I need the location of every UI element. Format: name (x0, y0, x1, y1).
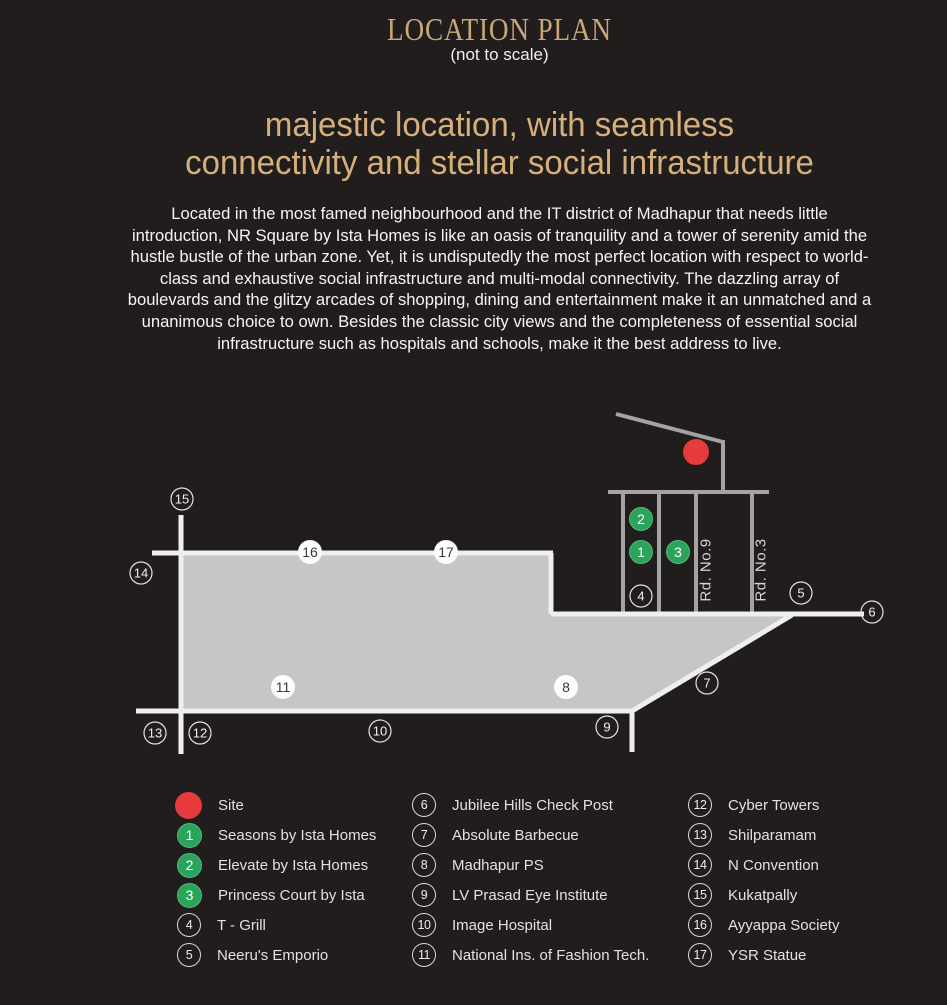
headline-line-2: connectivity and stellar social infrastructure (185, 144, 814, 182)
intro-line: infrastructure such as hospitals and schools, make it the best address to live. (217, 333, 782, 353)
site-legend-icon (175, 792, 202, 819)
intro-line: class and exhaustive social infrastructure and multi-modal connectivity. The dazzling array of (159, 268, 840, 288)
intro-line: hustle bustle of the urban zone. Yet, it is undisputedly the most perfect location with respect to world- (130, 247, 869, 267)
legend-label: Image Hospital (452, 916, 553, 934)
map-marker-8 (554, 675, 578, 699)
map-marker-1 (630, 541, 653, 564)
legend-label: LV Prasad Eye Institute (452, 886, 608, 904)
map-marker-16 (298, 540, 322, 564)
map-marker-15: 15 (174, 491, 190, 507)
legend-item (412, 880, 649, 910)
legend-label: N Convention (728, 856, 819, 874)
legend-item (177, 850, 376, 880)
numbered-marker-icon: 12 (688, 793, 712, 817)
numbered-marker-icon: 16 (688, 913, 712, 937)
legend-item (688, 850, 839, 880)
intro-paragraph (26, 203, 947, 354)
map-marker-3 (667, 541, 690, 564)
legend-item (412, 940, 649, 970)
page-title: LOCATION PLAN (387, 11, 612, 47)
legend-item (688, 880, 839, 910)
svg-text:8: 8 (562, 679, 570, 695)
map-marker-5: 5 (797, 585, 805, 601)
legend-item-site (177, 790, 376, 820)
svg-text:2: 2 (637, 511, 645, 527)
legend-label: Princess Court by Ista (218, 886, 365, 904)
svg-text:17: 17 (438, 544, 454, 560)
numbered-marker-icon: 6 (412, 793, 436, 817)
legend-item (177, 910, 376, 940)
legend-column-1 (177, 790, 376, 970)
road-label-rd-no9: Rd. No.9 (697, 538, 715, 602)
page-subtitle: (not to scale) (450, 45, 549, 64)
legend-column-3 (688, 790, 839, 970)
road-label-rd-no3: Rd. No.3 (752, 538, 770, 602)
map-marker-13: 13 (147, 725, 163, 741)
svg-text:16: 16 (302, 544, 318, 560)
numbered-marker-icon: 14 (688, 853, 712, 877)
legend-label: YSR Statue (728, 946, 807, 964)
legend-item (688, 790, 839, 820)
numbered-marker-icon: 17 (688, 943, 712, 967)
map-marker-14: 14 (133, 565, 149, 581)
legend-label: Site (218, 796, 244, 814)
legend-item (688, 910, 839, 940)
svg-text:11: 11 (275, 679, 291, 695)
legend-item (177, 880, 376, 910)
legend-item (688, 940, 839, 970)
legend-label: Cyber Towers (728, 796, 820, 814)
legend-column-2 (412, 790, 649, 970)
numbered-marker-icon: 15 (688, 883, 712, 907)
numbered-marker-icon: 10 (412, 913, 436, 937)
legend-item (177, 940, 376, 970)
legend-label: Seasons by Ista Homes (218, 826, 377, 844)
headline-line-1: majestic location, with seamless (264, 106, 735, 144)
map-marker-12: 12 (192, 725, 208, 741)
intro-line: boulevards and the glitzy arcades of shopping, dining and entertainment make it an unmatched and a (127, 290, 872, 310)
legend-item (412, 820, 649, 850)
map-marker-4: 4 (637, 588, 645, 604)
map-marker-17 (434, 540, 458, 564)
numbered-marker-icon: 11 (412, 943, 436, 967)
map-marker-2 (630, 508, 653, 531)
legend-label: Shilparamam (728, 826, 817, 844)
legend-label: Madhapur PS (452, 856, 544, 874)
headline (40, 106, 947, 182)
legend-item (688, 820, 839, 850)
numbered-marker-icon: 13 (688, 823, 712, 847)
svg-text:1: 1 (637, 544, 645, 560)
green-marker-icon: 1 (177, 823, 202, 848)
legend-label: Kukatpally (728, 886, 798, 904)
numbered-marker-icon: 8 (412, 853, 436, 877)
legend-label: Elevate by Ista Homes (218, 856, 369, 874)
legend-item (412, 910, 649, 940)
legend-label: Neeru's Emporio (217, 946, 329, 964)
map-marker-11 (271, 675, 295, 699)
green-marker-icon: 2 (177, 853, 202, 878)
map-marker-7: 7 (703, 675, 711, 691)
legend-label: National Ins. of Fashion Tech. (452, 946, 650, 964)
location-map (0, 395, 947, 785)
legend-item (412, 850, 649, 880)
intro-line: Located in the most famed neighbourhood and the IT district of Madhapur that needs little (171, 204, 828, 223)
legend-item (177, 820, 376, 850)
legend-label: T - Grill (217, 916, 266, 934)
intro-line: unanimous choice to own. Besides the classic city views and the completeness of essential social (141, 311, 858, 331)
numbered-marker-icon: 5 (177, 943, 201, 967)
numbered-marker-icon: 4 (177, 913, 201, 937)
svg-text:3: 3 (674, 544, 682, 560)
numbered-marker-icon: 7 (412, 823, 436, 847)
site-marker (683, 439, 709, 465)
road-diagonal-top (616, 414, 723, 442)
legend-label: Absolute Barbecue (452, 826, 579, 844)
legend-label: Jubilee Hills Check Post (452, 796, 613, 814)
map-marker-9: 9 (603, 719, 611, 735)
map-marker-10: 10 (372, 723, 388, 739)
legend-item (412, 790, 649, 820)
legend-label: Ayyappa Society (728, 916, 840, 934)
green-marker-icon: 3 (177, 883, 202, 908)
intro-line: introduction, NR Square by Ista Homes is like an oasis of tranquility and a tower of serenity amid the (131, 225, 868, 245)
map-marker-6: 6 (868, 604, 876, 620)
numbered-marker-icon: 9 (412, 883, 436, 907)
